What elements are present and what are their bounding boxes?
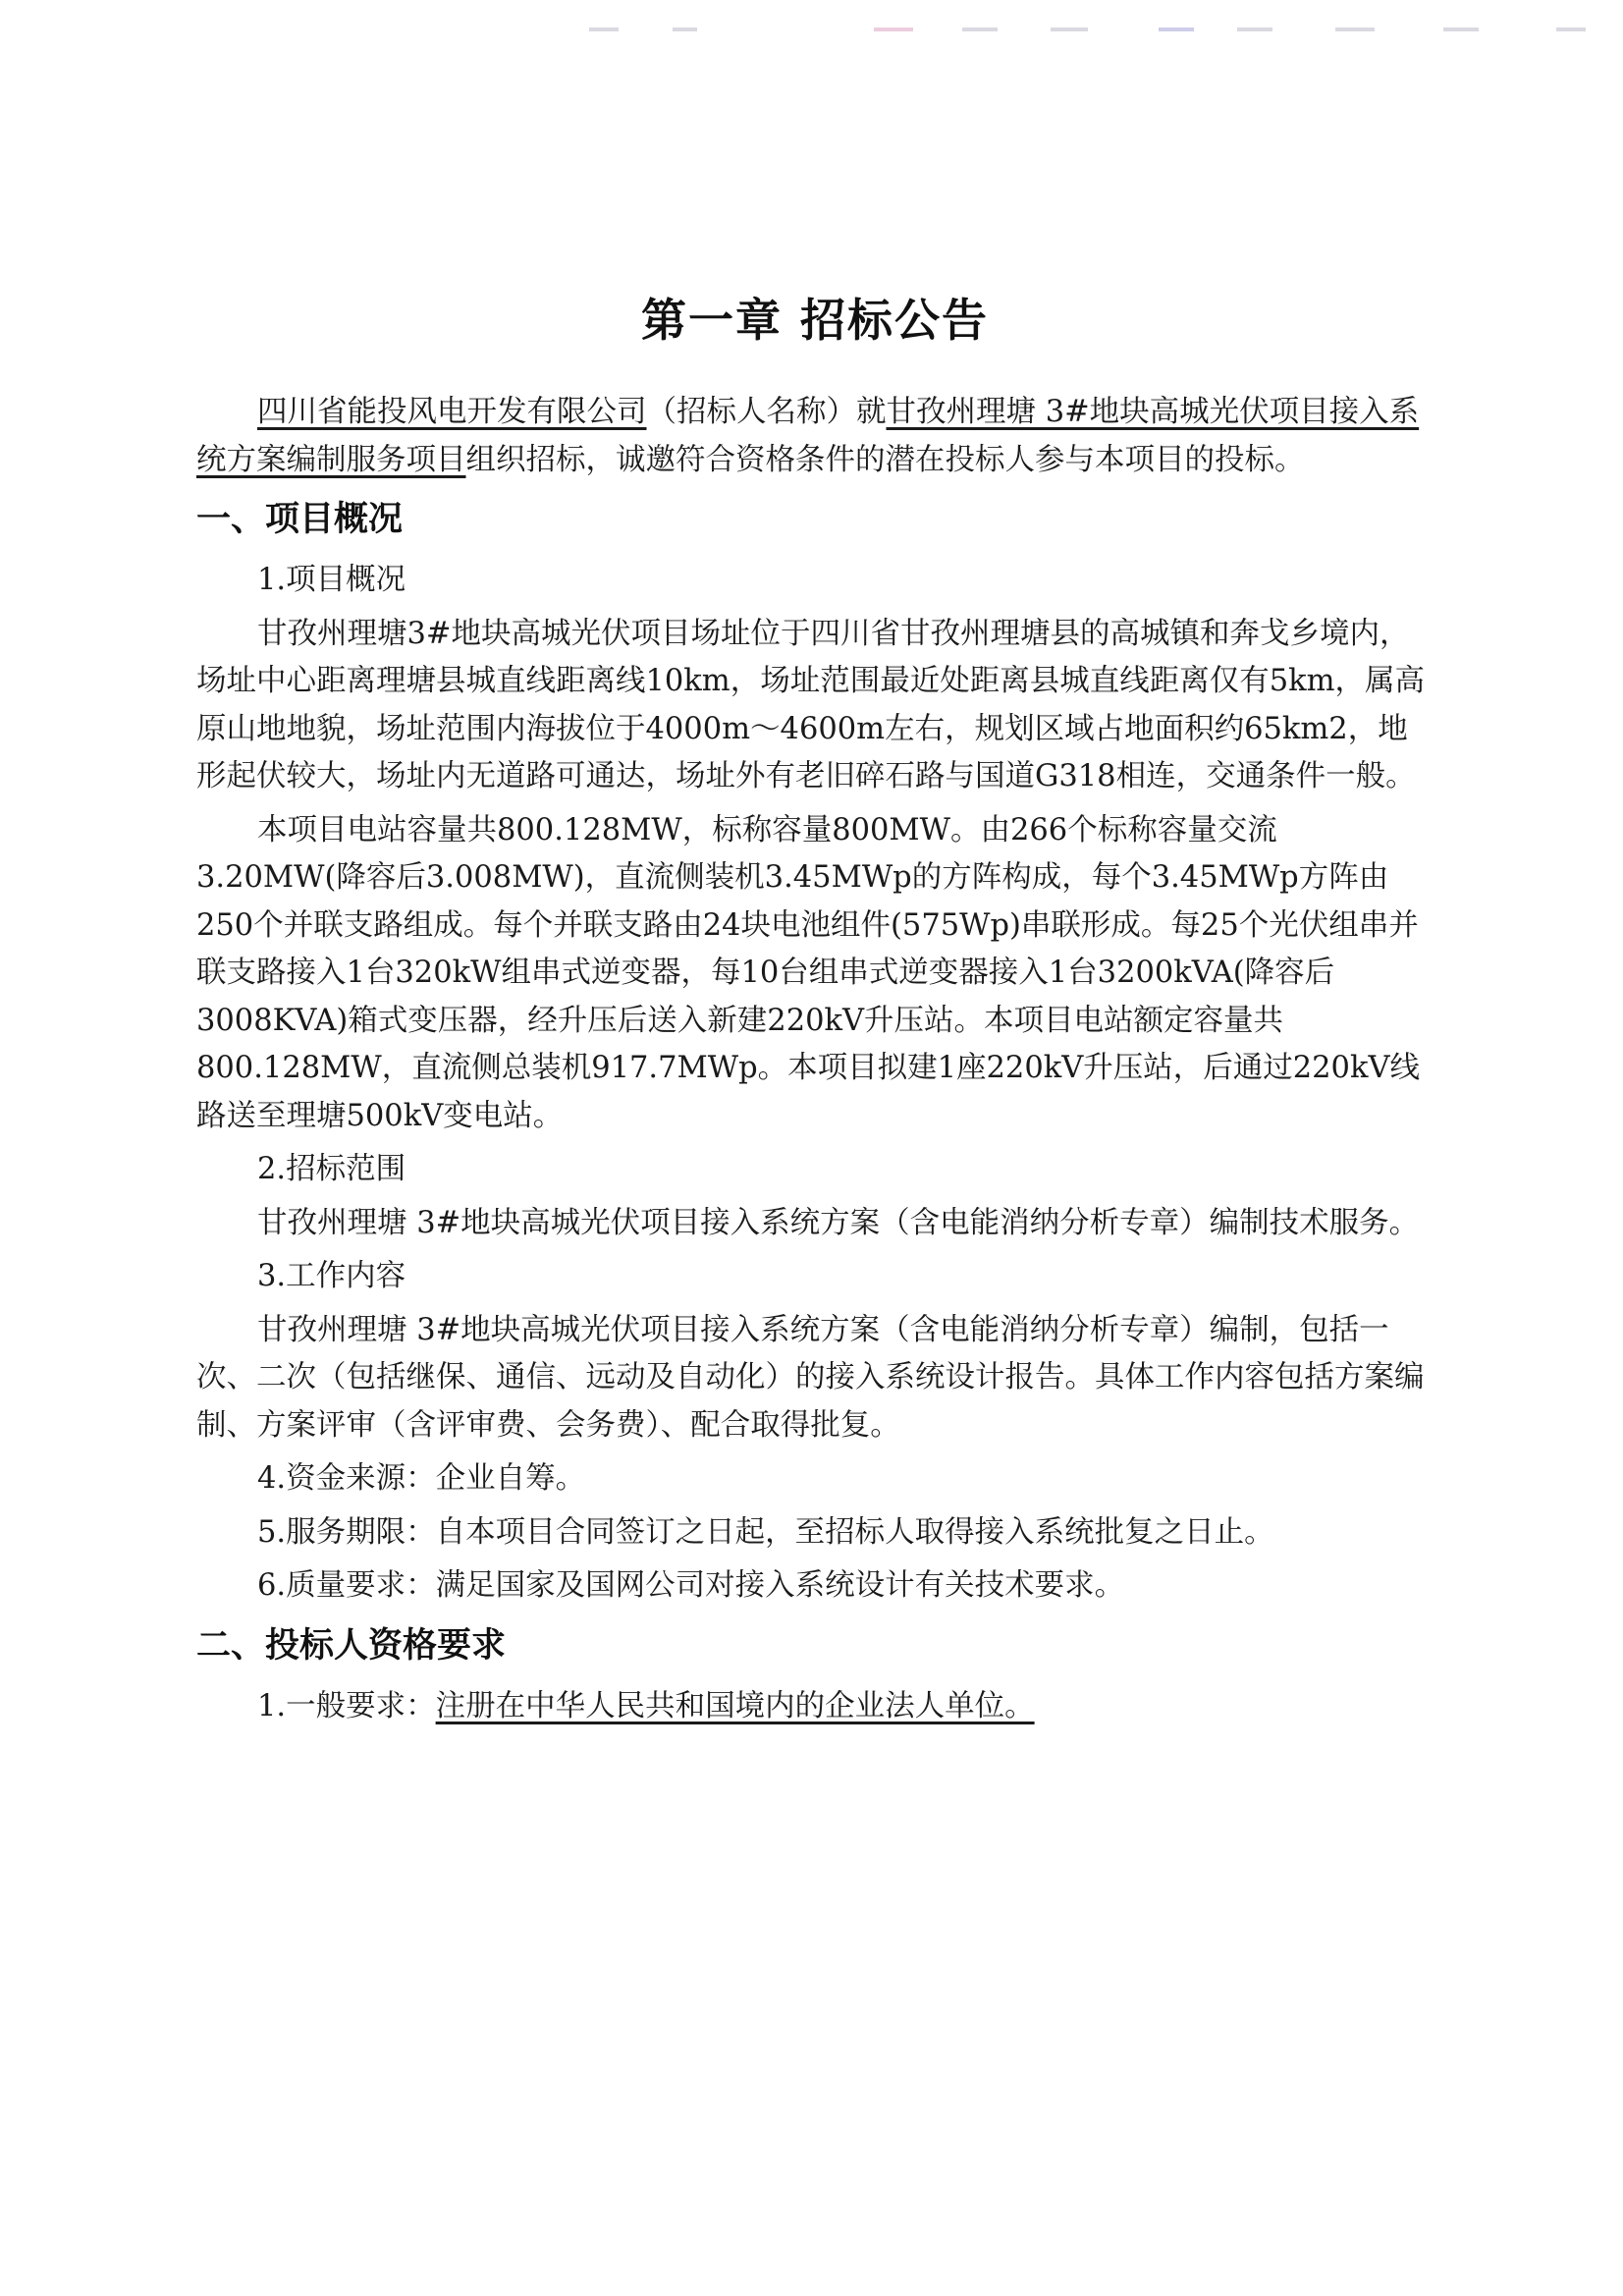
chapter-title: 第一章 招标公告	[640, 294, 989, 347]
service-period: 5.服务期限：自本项目合同签订之日起，至招标人取得接入系统批复之日止。	[257, 1514, 1274, 1550]
sub3-title: 3.工作内容	[257, 1259, 406, 1293]
section2-heading: 二、投标人资格要求	[196, 1625, 507, 1666]
general-requirement-value: 注册在中华人民共和国境内的企业法人单位。	[435, 1688, 1035, 1723]
sub1-title: 1.项目概况	[257, 563, 406, 597]
scope-paragraph: 甘孜州理塘 3#地块高城光伏项目接入系统方案（含电能消纳分析专章）编制技术服务。	[257, 1205, 1420, 1240]
overview-paragraph-1: 甘孜州理塘3#地块高城光伏项目场址位于四川省甘孜州理塘县的高城镇和奔戈乡境内，场址中心距离理塘县城直线距离线10km，场址范围最近处距离县城直线距离仅有5km，属高原山地地貌，场址范围内海拔位于4000m～4600m左右，规划区域占地面积约65km2，地形起伏较大，场址内无道路可通达，场址外有老旧碎石路与国道G318相连，交通条件一般。	[196, 616, 1426, 793]
document-page	[196, 285, 1434, 1730]
project-name: 甘孜州理塘 3#地块高城光伏项目接入系统方案编制服务项目	[196, 395, 1420, 477]
intro-rest: 组织招标，诚邀符合资格条件的潜在投标人参与本项目的投标。	[465, 442, 1305, 477]
funding-source: 4.资金来源：企业自筹。	[257, 1461, 586, 1496]
sub2-title: 2.招标范围	[257, 1152, 406, 1186]
tenderer-name: 四川省能投风电开发有限公司	[257, 395, 647, 429]
work-content-paragraph: 甘孜州理塘 3#地块高城光伏项目接入系统方案（含电能消纳分析专章）编制，包括一次、二次（包括继保、通信、远动及自动化）的接入系统设计报告。具体工作内容包括方案编制、方案评审（含评审费、会务费）、配合取得批复。	[196, 1312, 1425, 1443]
overview-paragraph-2: 本项目电站容量共800.128MW，标称容量800MW。由266个标称容量交流3.20MW(降容后3.008MW)，直流侧装机3.45MWp的方阵构成，每个3.45MWp方阵由250个并联支路组成。每个并联支路由24块电池组件(575Wp)串联形成。每25个光伏组串并联支路接入1台320kW组串式逆变器，每10台组串式逆变器接入1台3200kVA(降容后3008KVA)箱式变压器，经升压后送入新建220kV升压站。本项目电站额定容量共800.128MW，直流侧总装机917.7MWp。本项目拟建1座220kV升压站，后通过220kV线路送至理塘500kV变电站。	[196, 812, 1420, 1133]
tenderer-note: （招标人名称）就	[646, 395, 887, 429]
quality-requirement: 6.质量要求：满足国家及国网公司对接入系统设计有关技术要求。	[257, 1568, 1125, 1603]
general-requirement-label: 1.一般要求：	[257, 1688, 436, 1723]
scan-artifacts	[589, 27, 1591, 41]
general-requirement	[196, 1683, 1434, 1731]
intro-paragraph	[196, 389, 1434, 484]
section1-heading: 一、项目概况	[196, 500, 404, 539]
